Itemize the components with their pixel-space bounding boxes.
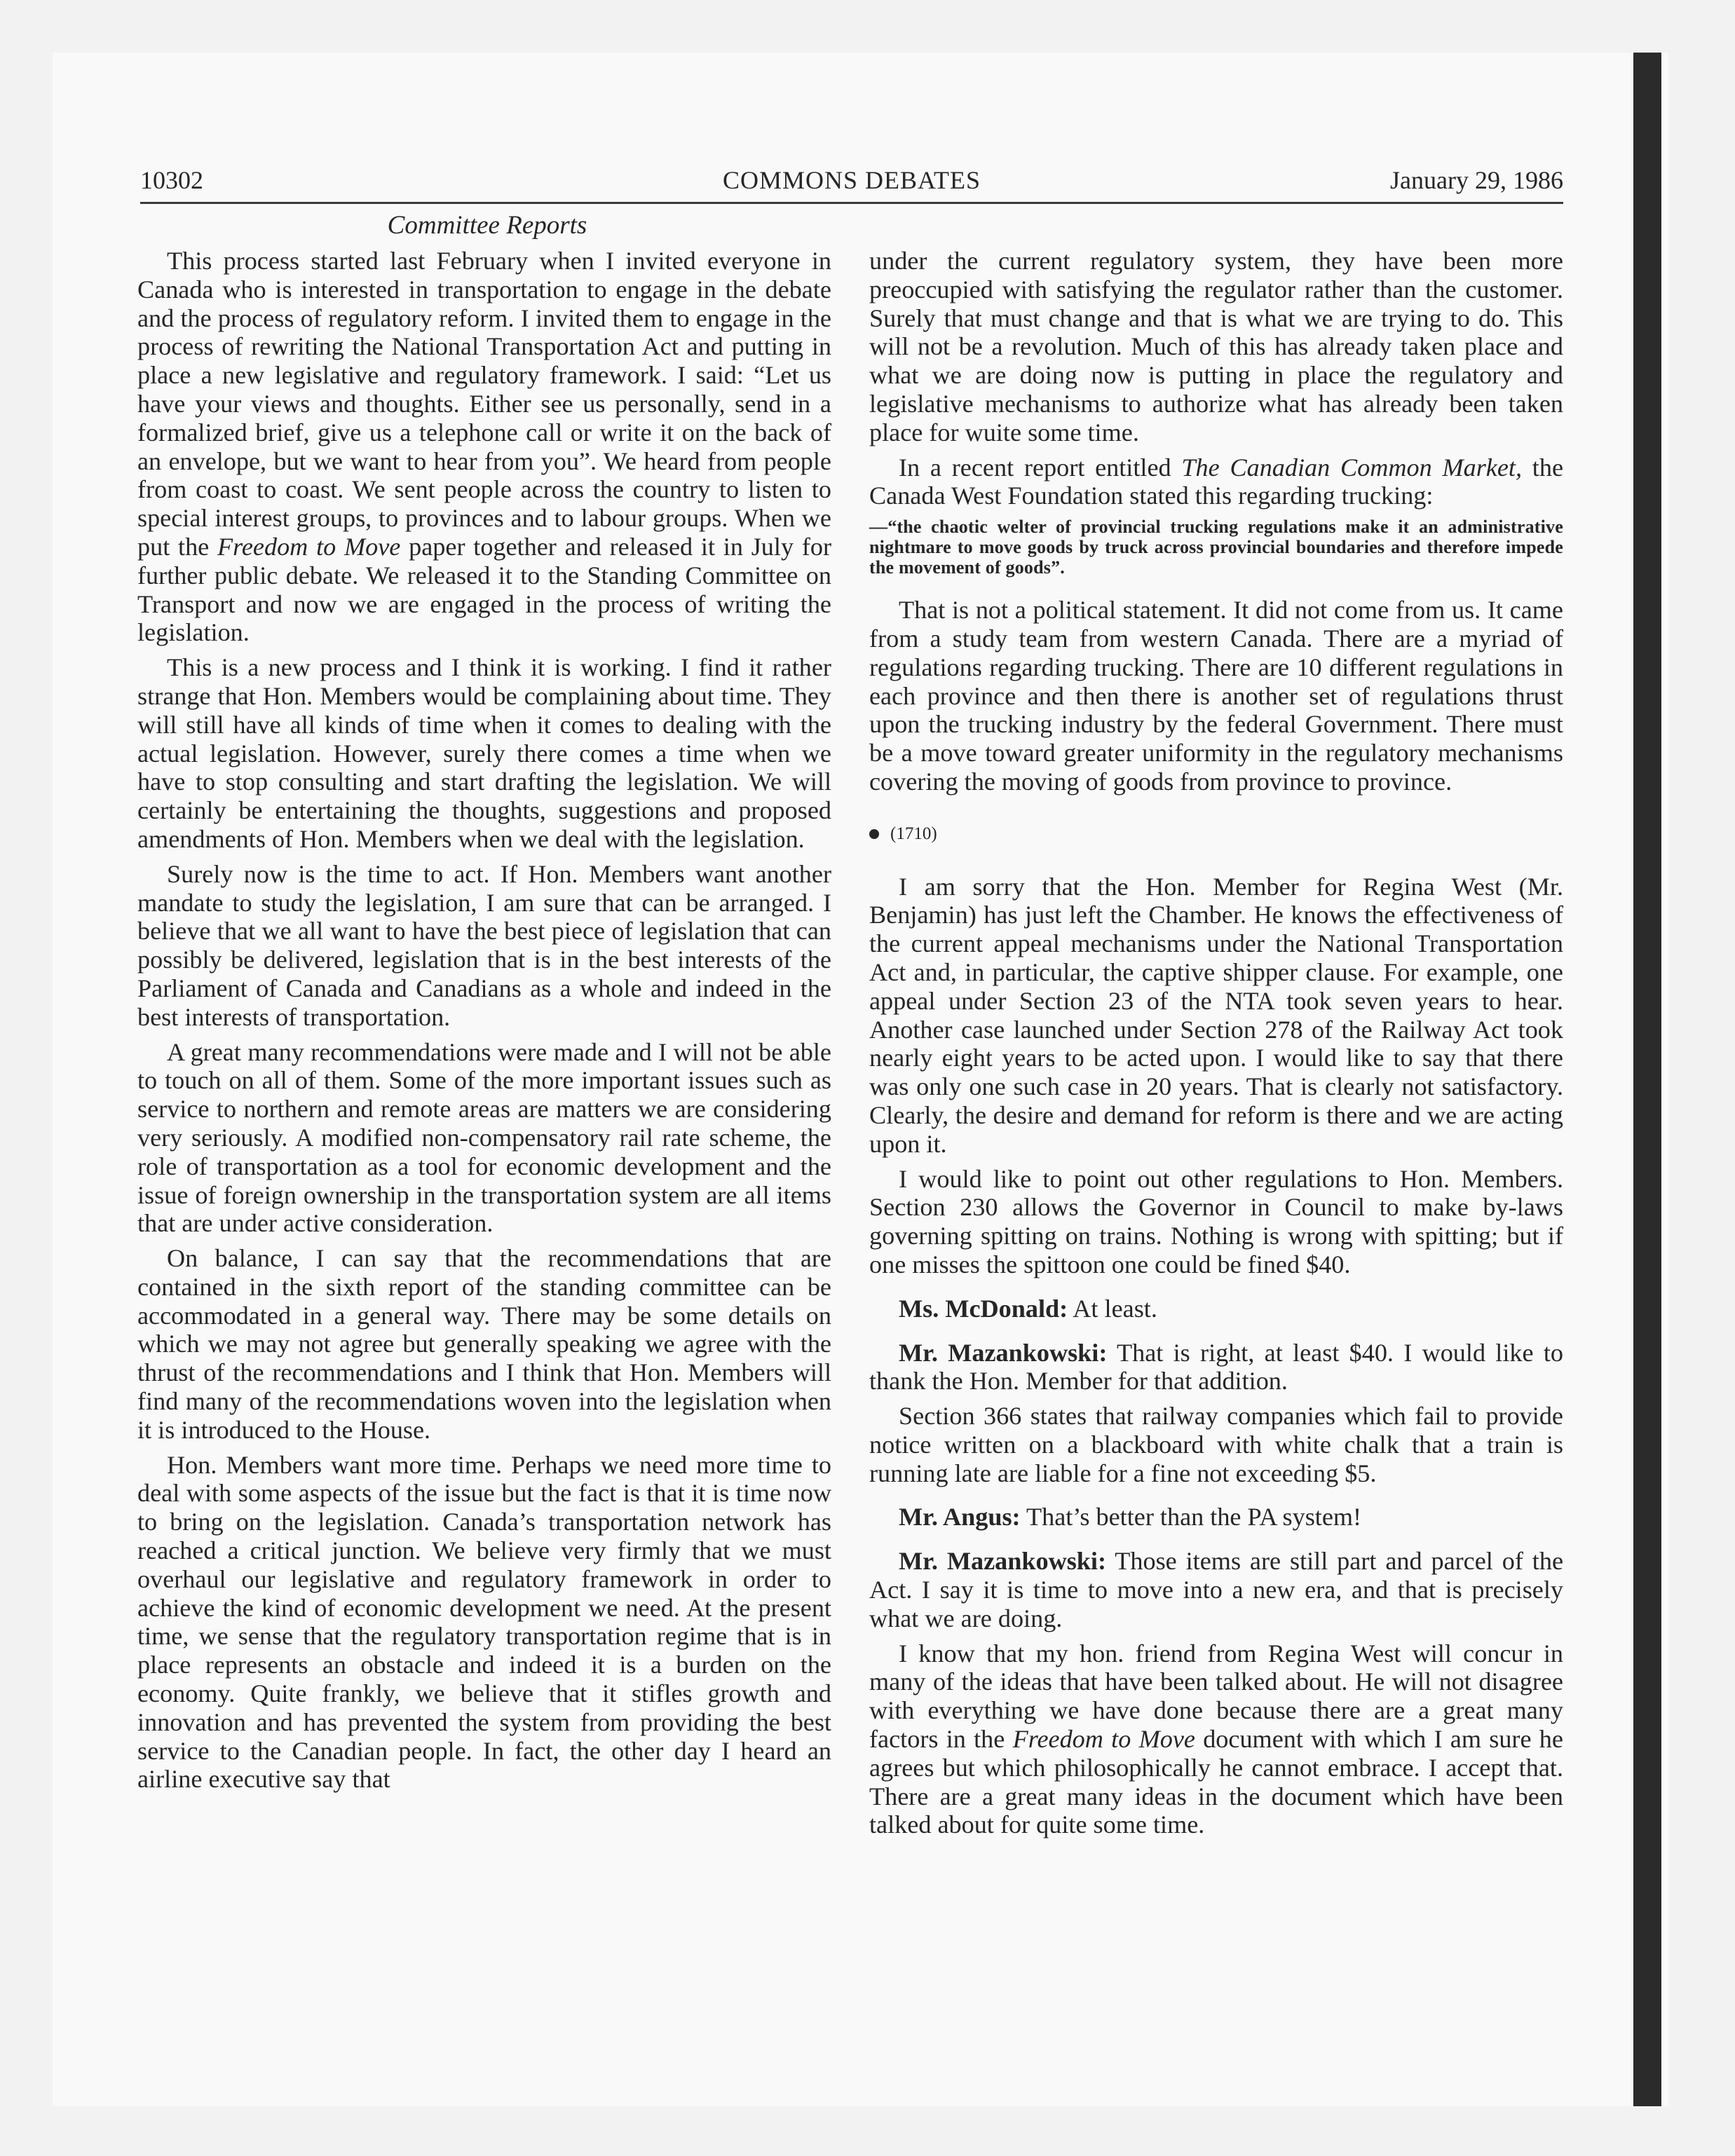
paragraph: A great many recommendations were made and I will not be able to touch on all of them. Some of the more important issues such as service to northern and remote areas are matters we are considering very seriously. A modified non-compensatory rail rate scheme, the role of transportation as a tool for economic development and the issue of foreign ownership in the transportation system are all items that are under active consideration. [137,1037,831,1238]
speech-mazankowski: Mr. Mazankowski: That is right, at least $40. I would like to thank the Hon. Member for that addition. [869,1338,1563,1396]
bullet-icon [869,829,879,839]
scan-edge-shadow [1633,53,1661,2106]
speaker-name: Mr. Mazankowski: [899,1338,1108,1367]
paragraph: I know that my hon. friend from Regina West will concur in many of the ideas that have been talked about. He will not disagree with everything we have done because there are a great many factors in the Freedom to Move document with which I am sure he agrees but which philosophically he cannot embrace. I accept that. There are a great many ideas in the document which have been talked about for quite some time. [869,1639,1563,1839]
paragraph: under the current regulatory system, they have been more preoccupied with satisfying the regulator rather than the customer. Surely that must change and that is what we are trying to do. This will not be a revolution. Much of this has already taken place and what we are doing now is putting in place the regulatory and legislative mechanisms to authorize what has already been taken place for wuite some time. [869,247,1563,446]
running-head [140,161,1563,204]
paragraph: This process started last February when I invited everyone in Canada who is interested in transportation to engage in the debate and the process of regulatory reform. I invited them to engage in the process of rewriting the National Transportation Act and putting in place a new legislative and regulatory framework. I said: “Let us have your views and thoughts. Either see us personally, send in a formalized brief, give us a telephone call or write it on the back of an envelope, but we want to hear from you”. We heard from people from coast to coast. We sent people across the country to listen to special interest groups, to provinces and to labour groups. When we put the Freedom to Move paper together and released it in July for further public debate. We released it to the Standing Committee on Transport and now we are engaged in the process of writing the legislation. [137,247,832,647]
left-column [137,247,831,1800]
page-number: 10302 [140,166,203,194]
speech-angus: Mr. Angus: That’s better than the PA system! [899,1503,1362,1531]
paragraph: Section 366 states that railway companies which fail to provide notice written on a blackboard with white chalk that a train is running late are liable for a fine not exceeding $5. [869,1402,1563,1487]
speech-mazankowski: Mr. Mazankowski: Those items are still part and parcel of the Act. I say it is time to move into a new era, and that is precisely what we are doing. [869,1547,1564,1632]
paragraph: On balance, I can say that the recommendations that are contained in the sixth report of the standing committee can be accommodated in a general way. There may be some details on which we may not agree but generally speaking we agree with the thrust of the recommendations and I think that Hon. Members will find many of the recommendations woven into the legislation when it is introduced to the House. [137,1244,831,1444]
journal-title: COMMONS DEBATES [722,166,981,194]
paragraph: That is not a political statement. It did not come from us. It came from a study team from western Canada. There are a myriad of regulations regarding trucking. There are 10 different regulations in each province and then there is another set of regulations thrust upon the trucking industry by the federal Government. There must be a move toward greater uniformity in the regulatory mechanisms covering the moving of goods from province to province. [869,596,1563,796]
time-marker [869,820,1563,849]
paragraph: I am sorry that the Hon. Member for Regina West (Mr. Benjamin) has just left the Chamber. He knows the effectiveness of the current appeal mechanisms under the National Transportation Act and, in particular, the captive shipper clause. For example, one appeal under Section 23 of the NTA took seven years to hear. Another case launched under Section 278 of the Railway Act took nearly eight years to be acted upon. I would like to say that there was only one such case in 20 years. That is clearly not satisfactory. Clearly, the desire and demand for reform is there and we are acting upon it. [869,872,1563,1158]
time-stamp: (1710) [890,824,937,843]
speech-mcdonald: Ms. McDonald: At least. [899,1294,1157,1323]
paragraph: Hon. Members want more time. Perhaps we need more time to deal with some aspects of the issue but the fact is that it is time now to bring on the legislation. Canada’s transportation network has reached a critical junction. We believe very firmly that we must overhaul our legislative and regulatory framework in order to achieve the kind of economic development we need. At the present time, we sense that the regulatory transportation regime that is in place represents an obstacle and indeed it is a burden on the economy. Quite frankly, we believe that it stifles growth and innovation and has prevented the system from providing the best service to the Canadian people. In fact, the other day I heard an airline executive say that [137,1450,831,1794]
document-title: Freedom to Move [217,532,401,561]
report-title: The Canadian Common Market, [1181,453,1523,482]
speaker-name: Mr. Mazankowski: [899,1547,1107,1576]
issue-date: January 29, 1986 [1390,166,1563,194]
paragraph: Surely now is the time to act. If Hon. Members want another mandate to study the legislation, I am sure that can be arranged. I believe that we all want to have the best piece of legislation that can possibly be delivered, legislation that is in the best interests of the Parliament of Canada and Canadians as a whole and indeed in the best interests of transportation. [137,859,831,1031]
section-label: Committee Reports [387,211,587,240]
paragraph: This is a new process and I think it is working. I find it rather strange that Hon. Members would be complaining about time. They will still have all kinds of time when it comes to dealing with the actual legislation. However, surely there comes a time when we have to stop consulting and start drafting the legislation. We will certainly be entertaining the thoughts, suggestions and proposed amendments of Hon. Members when we deal with the legislation. [137,653,831,853]
paragraph: I would like to point out other regulations to Hon. Members. Section 230 allows the Governor in Council to make by-laws governing spitting on trains. Nothing is wrong with spitting; but if one misses the spittoon one could be fined $40. [869,1164,1563,1278]
document-title: Freedom to Move [1012,1725,1195,1754]
speaker-name: Ms. McDonald: [899,1294,1068,1323]
speaker-name: Mr. Angus: [899,1503,1021,1531]
block-quote: —“the chaotic welter of provincial trucking regulations make it an administrative nightmare to move goods by truck across provincial boundaries and therefore impede the movement of goods”. [869,517,1563,578]
right-column [869,247,1563,1845]
paragraph: In a recent report entitled The Canadian Common Market, the Canada West Foundation stated this regarding trucking: [869,453,1564,510]
